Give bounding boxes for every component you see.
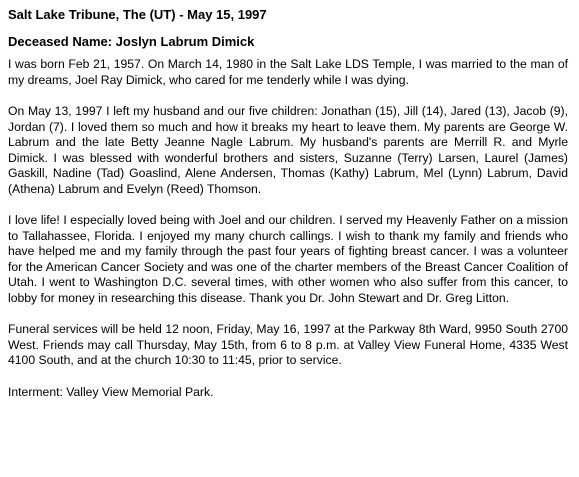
obituary-paragraph-life: I love life! I especially loved being with Joel and our children. I served my Heavenly Father on a mission to Tallahassee, Florida. I enjoyed my many church callings. I wish to thank my family and friends who have helped me and my family through the past four years of fighting breast cancer. I was a volunteer for the American Cancer Society and was one of the charter members of the Breast Cancer Coalition of Utah. I went to Washington D.C. several times, with other women who also suffer from this cancer, to lobby for money in researching this disease. Thank you Dr. John Stewart and Dr. Greg Litton. bbox=[8, 213, 568, 305]
obituary-paragraph-family: On May 13, 1997 I left my husband and our five children: Jonathan (15), Jill (14), Jared (13), Jacob (9), Jordan (7). I loved them so much and how it breaks my heart to leave them. My parents are George W. Labrum and the late Betty Jeanne Nagle Labrum. My husband's parents are Merrill R. and Myrle Dimick. I was blessed with wonderful brothers and sisters, Suzanne (Terry) Larsen, Laurel (James) Gaskill, Nadine (Tad) Goaslind, Alene Andersen, Thomas (Kathy) Labrum, Mel (Lynn) Labrum, David (Athena) Labrum and Evelyn (Reed) Thomson. bbox=[8, 104, 568, 196]
obituary-paragraph-birth-marriage: I was born Feb 21, 1957. On March 14, 1980 in the Salt Lake LDS Temple, I was married to the man of my dreams, Joel Ray Dimick, who cared for me tenderly while I was dying. bbox=[8, 57, 568, 87]
deceased-name: Deceased Name: Joslyn Labrum Dimick bbox=[8, 34, 255, 49]
publication-source: Salt Lake Tribune, The (UT) - May 15, 1997 bbox=[8, 7, 267, 22]
obituary-paragraph-funeral: Funeral services will be held 12 noon, Friday, May 16, 1997 at the Parkway 8th Ward, 9950 South 2700 West. Friends may call Thursday, May 15th, from 6 to 8 p.m. at Valley View Funeral Home, 4335 West 4100 South, and at the church 10:30 to 11:45, prior to service. bbox=[8, 322, 568, 367]
obituary-paragraph-interment: Interment: Valley View Memorial Park. bbox=[8, 384, 214, 399]
